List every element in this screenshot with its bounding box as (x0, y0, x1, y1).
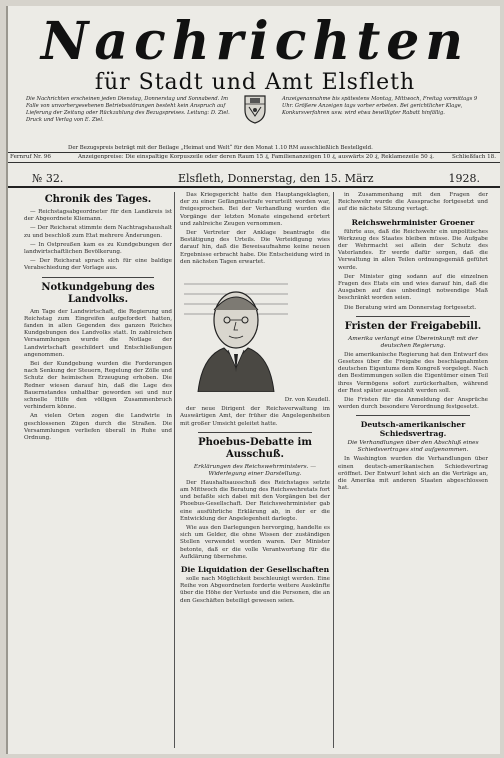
ad-prices: Anzeigenpreise: Die einspaltige Korpuszeile oder deren Raum 15 ₰, Familienanzeigen 10 ₰, auswärts 20 ₰, Reklamezeile 50 ₰. (78, 154, 435, 160)
column-1 (24, 192, 172, 748)
issue-number: № 32. (32, 172, 64, 185)
portrait-image (180, 274, 292, 392)
article-paragraph: der neue Dirigent der Reichsverwaltung im Auswärtigen Amt, der früher die Angelegenheiten mit großer Umsicht geleitet hatte. (180, 406, 330, 427)
chronik-item: — Der Reichsrat stimmte dem Nachtragshaushalt zu und beschloß zum Etat mehrere Änderungen. (24, 225, 172, 239)
section-divider (356, 316, 470, 317)
column-2 (180, 192, 330, 748)
info-bar (8, 152, 500, 163)
masthead-left-note: Die Nachrichten erscheinen jeden Dienstag, Donnerstag und Sonnabend. Im Falle von unvorhergesehenen Betriebsstörungen besteht kein Anspruch auf Lieferung der Zeitung oder Rückzahlung des Bezugspreises. Leitung: D. Ziel. Druck und Verlag von E. Ziel. (26, 96, 230, 123)
column-divider (333, 192, 334, 748)
subheadline: Amerika verlangt eine Übereinkunft mit der deutschen Regierung. (348, 335, 478, 349)
subheadline: Erklärungen des Reichswehrministers. — Widerlegung einer Darstellung. (193, 463, 317, 477)
headline-chronik: Chronik des Tages. (44, 194, 152, 205)
masthead-subtitle: für Stadt und Amt Elsfleth (94, 70, 416, 95)
chronik-item: — Reichstagsabgeordneter für den Landkreis ist der Abgeordnete Kliemann. (24, 209, 172, 223)
column-divider (174, 192, 175, 748)
portrait-caption: Dr. von Keudell. (284, 397, 330, 404)
place-date: Elsfleth, Donnerstag, den 15. März (178, 172, 374, 185)
article-paragraph: Die amerikanische Regierung hat den Entwurf des Gesetzes über die Freigabe des beschlagnahmten deutschen Eigentums dem Kongreß vorgelegt. Nach den Bestimmungen sollen die Eigentümer einen Teil ihres Vermögens sofort zurückerhalten, während der Rest später ausgezahlt werden soll. (338, 351, 488, 394)
article-paragraph: In Washington wurden die Verhandlungen über einen deutsch-amerikanischen Schiedsvertrag eröffnet. Der Entwurf lehnt sich an die Verträge an, die Amerika mit anderen Staaten abgeschlossen hat. (338, 456, 488, 492)
section-divider (356, 415, 470, 416)
article-paragraph: An vielen Orten zogen die Landwirte in geschlossenen Zügen durch die Straßen. Die Versammlungen verliefen überall in Ruhe und Ordnung. (24, 413, 172, 442)
article-paragraph: Wie aus den Darlegungen hervorging, handelte es sich um Gelder, die ohne Wissen der zuständigen Stellen verwendet worden waren. Der Minister betonte, daß er die volle Verantwortung für die Aufklärung übernehme. (180, 525, 330, 560)
article-paragraph: solle nach Möglichkeit beschleunigt werden. Eine Reihe von Abgeordneten forderte weitere Auskünfte über die Höhe der Verluste und die Personen, die an den Geschäften beteiligt gewesen seien. (180, 576, 330, 604)
article-paragraph: Am Tage der Landwirtschaft, die Regierung und Reichstag zum Eingreifen aufgefordert hatten, fanden in allen Gegenden des ganzen Reiches Kundgebungen des Landvolks statt. In zahlreichen Versammlungen wurde die Notlage der Landwirtschaft geschildert und Entschließungen angenommen. (24, 308, 172, 358)
article-paragraph: in Zusammenhang mit den Fragen der Reichswehr wurde die Aussprache fortgesetzt und auf die nächste Sitzung vertagt. (338, 192, 488, 213)
article-paragraph: Das Kriegsgericht hatte den Hauptangeklagten, der zu einer Gefängnisstrafe verurteilt worden war, freigesprochen. Bei der Verhandlung wurden die Vorgänge der letzten Monate eingehend erörtert und zahlreiche Zeugen vernommen. (180, 192, 330, 227)
chronik-item: — In Ostpreußen kam es zu Kundgebungen der landwirtschaftlichen Bevölkerung. (24, 241, 172, 256)
article-paragraph: Der Vertreter der Anklage beantragte die Bestätigung des Urteils. Die Verteidigung wies darauf hin, daß die Beweisaufnahme keine neuen Ergebnisse erbracht habe. Die Entscheidung wird in den nächsten Tagen erwartet. (180, 230, 330, 265)
article-paragraph: Die Fristen für die Anmeldung der Ansprüche werden durch besondere Verordnung festgesetzt. (338, 397, 488, 411)
dateline (8, 172, 500, 188)
masthead (20, 11, 490, 123)
section-divider (198, 432, 312, 433)
issue-year: 1928. (448, 172, 480, 185)
section-divider (42, 277, 154, 278)
chronik-item: — Der Reichsrat sprach sich für eine baldige Verabschiedung der Vorlage aus. (24, 258, 172, 272)
subheadline-liquidation: Die Liquidation der Gesellschaften (180, 565, 330, 575)
masthead-title: Nachrichten (40, 11, 470, 72)
headline-notkundgebung: Notkundgebung des Landvolks. (41, 281, 155, 305)
masthead-right-note: Anzeigenannahme bis spätestens Montag, Mittwoch, Freitag vormittags 9 Uhr. Größere Anzeigen tags vorher erbeten. Bei gerichtlicher Klage, Konkursverfahren usw. wird etwa bewilligter Rabatt hinfällig. (282, 96, 478, 116)
column-3 (338, 192, 488, 748)
article-paragraph: Der Minister ging sodann auf die einzelnen Fragen des Etats ein und wies darauf hin, daß die Ausgaben auf das unbedingt notwendige Maß beschränkt worden seien. (338, 273, 488, 302)
newspaper-page (6, 6, 500, 754)
article-paragraph: Der Haushaltsausschuß des Reichstages setzte am Mittwoch die Beratung des Reichswehretats fort und befaßte sich dabei mit den Vorgängen bei der Phoebus-Gesellschaft. Der Reichswehrminister gab eine ausführliche Erklärung ab, in der er die Entwicklung der Angelegenheit darlegte. (180, 479, 330, 522)
headline-phoebus: Phoebus-Debatte im Ausschuß. (198, 436, 312, 460)
article-paragraph: Die Beratung wird am Donnerstag fortgesetzt. (344, 304, 477, 311)
article-paragraph: führte aus, daß die Reichswehr ein unpolitisches Werkzeug des Staates bleiben müsse. Die Aufgabe der Wehrmacht sei allein der Schutz des Vaterlandes. Er werde dafür sorgen, daß die Verwaltung in allen Teilen ordnungsgemäß geführt werde. (338, 228, 488, 271)
subscription-line: Der Bezugspreis beträgt mit der Beilage „Heimat und Welt“ für den Monat 1.10 RM ausschließlich Bestellgeld. (68, 145, 373, 151)
po-box: Schließfach 18. (451, 154, 496, 160)
subheadline: Die Verhandlungen über den Abschluß eines Schiedsvertrages sind aufgenommen. (347, 440, 479, 454)
coat-of-arms-icon (243, 94, 267, 124)
headline-schiedsvertrag: Deutsch-amerikanischer Schiedsvertrag. (360, 420, 466, 439)
phone-number: Fernruf Nr. 96 (10, 154, 51, 160)
headline-freigabebill: Fristen der Freigabebill. (344, 320, 482, 332)
headline-groener: Reichswehrminister Groener (351, 217, 475, 227)
article-paragraph: Bei der Kundgebung wurden die Forderungen nach Senkung der Steuern, Regelung der Zölle und Schutz der heimischen Erzeugung erhoben. Die Redner wiesen darauf hin, daß die Lage des Bauernstandes unhaltbar geworden sei und nur schnelle Hilfe den völligen Zusammenbruch verhindern könne. (24, 361, 172, 411)
